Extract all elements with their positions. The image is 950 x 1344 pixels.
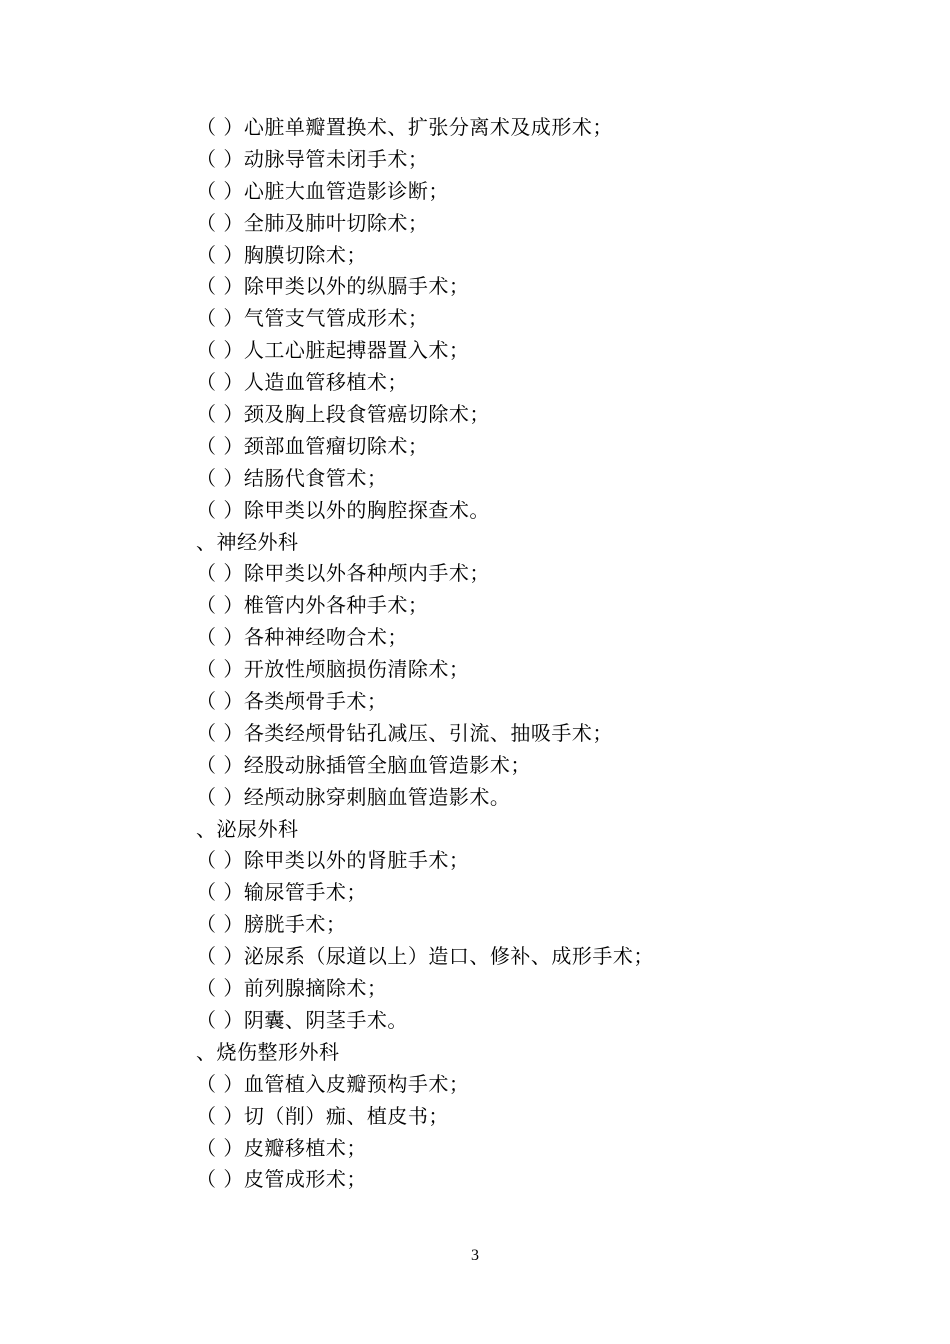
text-line: （ ）各类颅骨手术； — [196, 689, 388, 714]
text-line: （ ）除甲类以外的胸腔探查术。 — [196, 497, 490, 522]
section-heading: 、神经外科 — [196, 529, 299, 554]
text-line: （ ）人工心脏起搏器置入术； — [196, 338, 470, 363]
text-line: （ ）各种神经吻合术； — [196, 625, 408, 650]
text-line: （ ）除甲类以外各种颅内手术； — [196, 561, 490, 586]
text-line: （ ）颈部血管瘤切除术； — [196, 433, 429, 458]
text-line: （ ）气管支气管成形术； — [196, 306, 429, 331]
text-line: （ ）颈及胸上段食管癌切除术； — [196, 402, 490, 427]
page-number: 3 — [471, 1247, 479, 1264]
text-line: （ ）阴囊、阴茎手术。 — [196, 1007, 408, 1032]
text-line: （ ）全肺及肺叶切除术； — [196, 210, 429, 235]
text-line: （ ）人造血管移植术； — [196, 370, 408, 395]
text-line: （ ）前列腺摘除术； — [196, 976, 388, 1001]
text-line: （ ）除甲类以外的肾脏手术； — [196, 848, 470, 873]
text-line: （ ）血管植入皮瓣预构手术； — [196, 1071, 470, 1096]
text-line: （ ）皮管成形术； — [196, 1167, 367, 1192]
text-line: （ ）膀胱手术； — [196, 912, 347, 937]
text-line: （ ）胸膜切除术； — [196, 242, 367, 267]
text-body — [196, 112, 916, 1196]
text-line: （ ）泌尿系（尿道以上）造口、修补、成形手术； — [196, 944, 654, 969]
text-line: （ ）心脏大血管造影诊断； — [196, 178, 449, 203]
text-line: （ ）输尿管手术； — [196, 880, 367, 905]
text-line: （ ）椎管内外各种手术； — [196, 593, 429, 618]
text-line: （ ）经股动脉插管全脑血管造影术； — [196, 752, 531, 777]
text-line: （ ）开放性颅脑损伤清除术； — [196, 657, 470, 682]
text-line: （ ）切（削）痂、植皮书； — [196, 1103, 449, 1128]
text-line: （ ）经颅动脉穿刺脑血管造影术。 — [196, 784, 511, 809]
section-heading: 、烧伤整形外科 — [196, 1039, 340, 1064]
text-line: （ ）除甲类以外的纵膈手术； — [196, 274, 470, 299]
text-line: （ ）心脏单瓣置换术、扩张分离术及成形术； — [196, 115, 613, 139]
text-line: （ ）皮瓣移植术； — [196, 1135, 367, 1160]
section-heading: 、泌尿外科 — [196, 816, 299, 841]
text-line: （ ）结肠代食管术； — [196, 465, 388, 490]
text-line: （ ）各类经颅骨钻孔减压、引流、抽吸手术； — [196, 720, 613, 745]
text-line: （ ）动脉导管未闭手术； — [196, 146, 429, 171]
